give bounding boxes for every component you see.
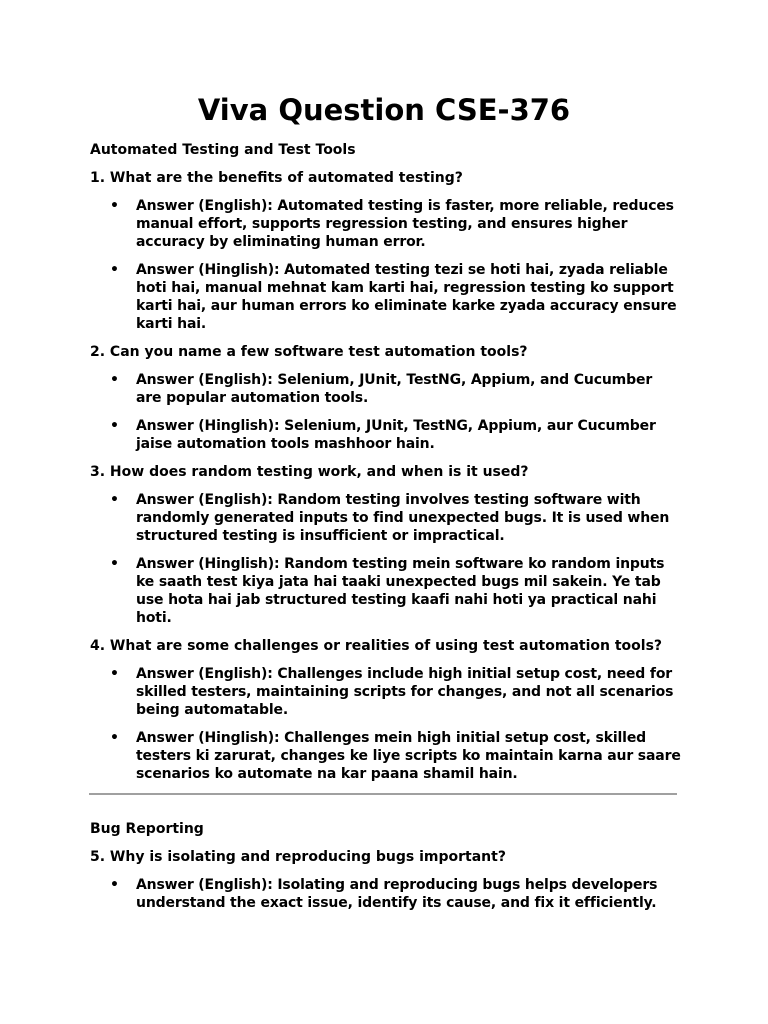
answer-item xyxy=(90,876,682,912)
answer-list xyxy=(90,491,682,627)
answer-item xyxy=(90,417,682,453)
answer-item xyxy=(90,729,682,783)
question-1: 1. What are the benefits of automated testing? xyxy=(90,170,463,186)
question-4: 4. What are some challenges or realities of using test automation tools? xyxy=(90,638,663,654)
answer-item xyxy=(90,197,682,251)
question-2: 2. Can you name a few software test automation tools? xyxy=(90,344,528,360)
answer-list xyxy=(90,197,682,333)
section-divider xyxy=(89,793,677,795)
answer-text: Answer (English): Isolating and reproducing bugs helps developers understand the exact issue, identify its cause, and fix it efficiently. xyxy=(136,877,658,911)
answer-list xyxy=(90,665,682,783)
document-body xyxy=(90,141,682,922)
answer-text: Answer (English): Random testing involves testing software with randomly generated inputs to find unexpected bugs. It is used when structured testing is insufficient or impractical. xyxy=(136,492,670,544)
answer-item xyxy=(90,555,682,627)
bullet-icon: • xyxy=(110,877,119,893)
answer-text: Answer (English): Challenges include high initial setup cost, need for skilled testers, maintaining scripts for changes, and not all scenarios being automatable. xyxy=(136,666,674,718)
answer-text: Answer (Hinglish): Selenium, JUnit, TestNG, Appium, aur Cucumber jaise automation tools mashhoor hain. xyxy=(136,418,656,452)
section-title: Bug Reporting xyxy=(90,821,204,837)
answer-item xyxy=(90,261,682,333)
page-title: Viva Question CSE-376 xyxy=(197,93,571,127)
answer-list xyxy=(90,876,682,912)
bullet-icon: • xyxy=(110,198,119,214)
bullet-icon: • xyxy=(110,262,119,278)
bullet-icon: • xyxy=(110,372,119,388)
section-title: Automated Testing and Test Tools xyxy=(90,142,356,158)
answer-text: Answer (Hinglish): Random testing mein software ko random inputs ke saath test kiya jata hai taaki unexpected bugs mil sakein. Ye tab use hota hai jab structured testing kaafi nahi hoti ya practical nahi hoti. xyxy=(136,556,665,626)
question-3: 3. How does random testing work, and when is it used? xyxy=(90,464,529,480)
answer-list xyxy=(90,371,682,453)
bullet-icon: • xyxy=(110,418,119,434)
bullet-icon: • xyxy=(110,556,119,572)
bullet-icon: • xyxy=(110,730,119,746)
answer-item xyxy=(90,371,682,407)
section-automated-testing xyxy=(90,141,682,783)
question-5: 5. Why is isolating and reproducing bugs important? xyxy=(90,849,506,865)
answer-text: Answer (Hinglish): Challenges mein high initial setup cost, skilled testers ki zarurat, changes ke liye scripts ko maintain karna aur saare scenarios ko automate na kar paana shamil hain. xyxy=(136,730,681,782)
answer-item xyxy=(90,665,682,719)
bullet-icon: • xyxy=(110,666,119,682)
answer-item xyxy=(90,491,682,545)
answer-text: Answer (Hinglish): Automated testing tezi se hoti hai, zyada reliable hoti hai, manual mehnat kam karti hai, regression testing ko support karti hai, aur human errors ko eliminate karke zyada accuracy ensure karti hai. xyxy=(136,262,677,332)
answer-text: Answer (English): Selenium, JUnit, TestNG, Appium, and Cucumber are popular automation tools. xyxy=(136,372,653,406)
bullet-icon: • xyxy=(110,492,119,508)
section-bug-reporting xyxy=(90,820,682,912)
answer-text: Answer (English): Automated testing is faster, more reliable, reduces manual effort, supports regression testing, and ensures higher accuracy by eliminating human error. xyxy=(136,198,674,250)
